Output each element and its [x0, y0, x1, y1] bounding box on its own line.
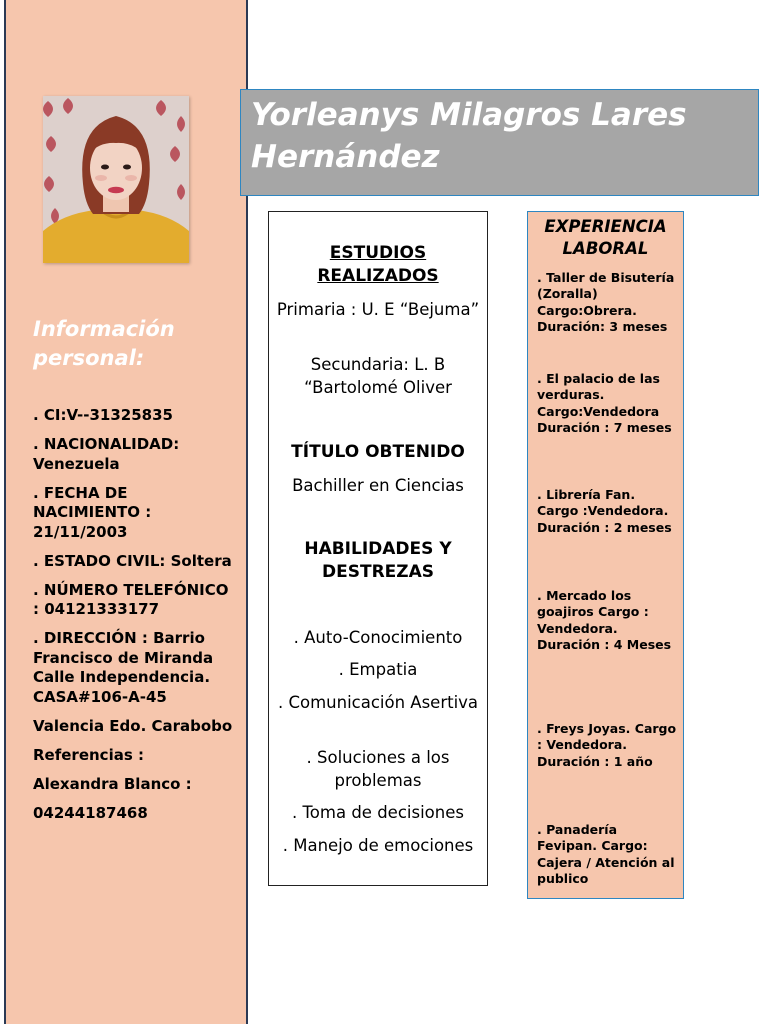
studies-panel — [268, 211, 488, 886]
skills-heading: HABILIDADES Y DESTREZAS — [304, 539, 452, 582]
experience-entry: . Freys Joyas. Cargo : Vendedora. Duración : 1 año — [537, 721, 677, 769]
full-name: Yorleanys Milagros Lares Hernández — [251, 97, 687, 175]
degree-value: Bachiller en Ciencias — [292, 476, 464, 495]
personal-info-heading: Información personal: — [33, 317, 175, 370]
skill-item: . Soluciones a los problemas — [306, 748, 450, 790]
degree-heading: TÍTULO OBTENIDO — [291, 442, 465, 462]
studies-heading: ESTUDIOS REALIZADOS — [317, 243, 439, 286]
experience-panel — [527, 211, 684, 899]
sidebar — [4, 0, 248, 1024]
info-reference-phone: 04244187468 — [33, 803, 148, 822]
info-birthdate: . FECHA DE NACIMIENTO : 21/11/2003 — [33, 483, 152, 541]
info-phone: . NÚMERO TELEFÓNICO : 04121333177 — [33, 580, 229, 618]
profile-photo — [43, 96, 189, 263]
info-references-label: Referencias : — [33, 745, 144, 764]
skill-item: . Auto-Conocimiento — [293, 628, 463, 647]
skill-item: . Manejo de emociones — [282, 836, 474, 855]
name-banner — [240, 89, 759, 196]
info-reference-name: Alexandra Blanco : — [33, 774, 192, 793]
experience-heading: EXPERIENCIA LABORAL — [544, 217, 667, 258]
studies-primary: Primaria : U. E “Bejuma” — [276, 300, 480, 319]
experience-entry: . El palacio de las verduras. Cargo:Vendedora Duración : 7 meses — [537, 371, 672, 435]
experience-entry: . Panadería Fevipan. Cargo: Cajera / Atención al publico — [537, 822, 675, 886]
experience-entry: . Taller de Bisutería (Zoralla) Cargo:Obrera. Duración: 3 meses — [537, 270, 675, 334]
info-nationality: . NACIONALIDAD: Venezuela — [33, 435, 180, 473]
skill-item: . Toma de decisiones — [292, 803, 464, 822]
info-city: Valencia Edo. Carabobo — [33, 716, 233, 735]
info-civil-status: . ESTADO CIVIL: Soltera — [33, 551, 232, 570]
studies-secondary: Secundaria: L. B “Bartolomé Oliver — [304, 355, 452, 397]
info-address: . DIRECCIÓN : Barrio Francisco de Miranda Calle Independencia. CASA#106-A-45 — [33, 629, 214, 706]
experience-entry: . Librería Fan. Cargo :Vendedora. Duración : 2 meses — [537, 487, 672, 535]
info-id: . CI:V--31325835 — [33, 406, 173, 424]
skill-item: . Comunicación Asertiva — [277, 693, 479, 712]
skill-item: . Empatia — [338, 660, 418, 679]
personal-info-list — [33, 406, 233, 833]
experience-entry: . Mercado los goajiros Cargo : Vendedora. Duración : 4 Meses — [537, 588, 672, 652]
